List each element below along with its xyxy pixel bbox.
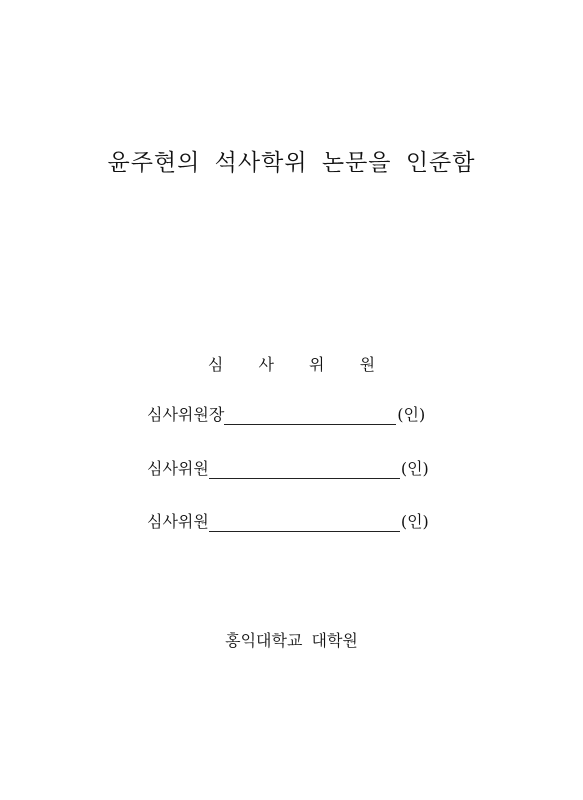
- seal-mark: (인): [400, 459, 429, 478]
- signature-line: [209, 460, 400, 479]
- seal-mark: (인): [400, 512, 429, 531]
- committee-heading: [0, 352, 583, 375]
- seal-mark: (인): [397, 405, 426, 424]
- page-title: 윤주현의 석사학위 논문을 인준함: [107, 150, 476, 176]
- university-name: 홍익대학교 대학원: [225, 631, 358, 650]
- signature-role: 심사위원: [147, 512, 209, 531]
- committee-heading-char: 원: [359, 355, 376, 374]
- signature-row-member: [147, 455, 429, 479]
- committee-heading-char: 심: [207, 355, 224, 374]
- committee-heading-char: 사: [258, 355, 274, 374]
- signature-line: [209, 513, 400, 532]
- signature-role: 심사위원: [147, 459, 209, 478]
- signature-row-chair: [147, 401, 425, 425]
- signature-row-member: [147, 508, 429, 532]
- signature-role: 심사위원장: [147, 405, 225, 424]
- committee-heading-char: 위: [309, 355, 325, 374]
- signature-line: [224, 406, 396, 425]
